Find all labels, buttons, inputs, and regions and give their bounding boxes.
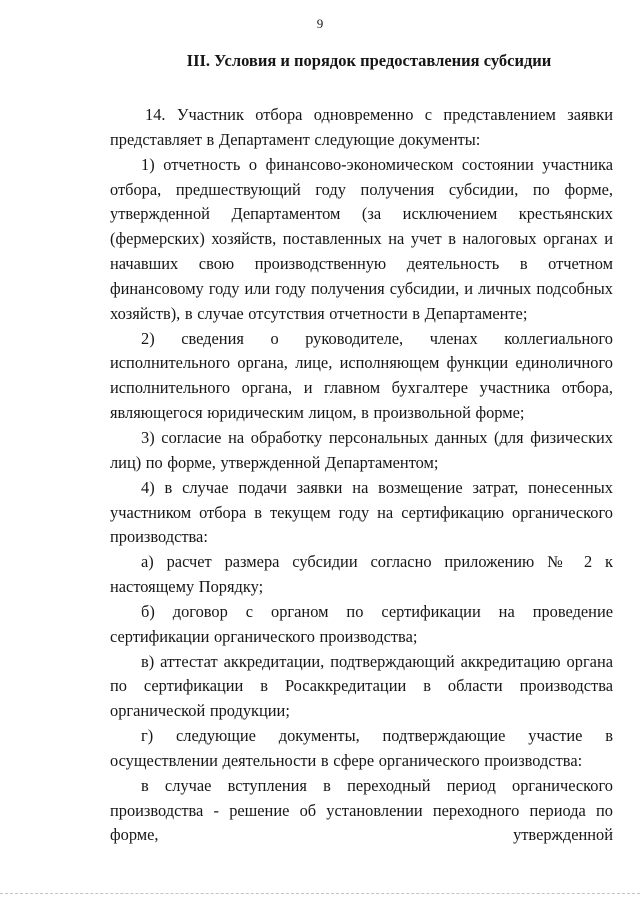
page-number: 9 [316,16,324,31]
sub-item-g: г) следующие документы, подтверждающие участие в осуществлении деятельности в сфере органического производства: [110,726,613,770]
section-title: III. Условия и порядок предоставления субсидии [186,51,552,70]
list-item-3: 3) согласие на обработку персональных данных (для физических лиц) по форме, утвержденной Департаментом; [110,427,613,472]
paragraph-14: 14. Участник отбора одновременно с представлением заявки представляет в Департамент следующие документы: [110,105,613,149]
transition-period-paragraph: в случае вступления в переходный период органического производства - решение об установлении переходного периода по форме, утвержденной [110,775,613,845]
list-item-2: 2) сведения о руководителе, членах коллегиального исполнительного органа, лице, исполняющем функции единоличного исполнительного органа, и главном бухгалтере участника отбора, являющегося юридическим лицом, в произвольной форме; [110,328,613,423]
scan-edge-line [0,893,640,894]
sub-item-a: а) расчет размера субсидии согласно приложению № 2 к настоящему Порядку; [110,552,613,597]
document-body [110,103,613,848]
list-item-1: 1) отчетность о финансово-экономическом состоянии участника отбора, предшествующий году получения субсидии, по форме, утвержденной Департаментом (за исключением крестьянских (фермерских) хозяйств, поставленных на учет в налоговых органах и начавших свою производственную деятельность в отчетном финансовому году или году получения субсидии, и личных подсобных хозяйств), в случае отсутствия отчетности в Департаменте; [110,154,613,323]
sub-item-v: в) аттестат аккредитации, подтверждающий аккредитацию органа по сертификации в Росаккредитации в области производства органической продукции; [110,651,613,721]
list-item-4: 4) в случае подачи заявки на возмещение затрат, понесенных участником отбора в текущем году на сертификацию органического производства: [110,477,613,547]
sub-item-b: б) договор с органом по сертификации на проведение сертификации органического производства; [110,601,613,646]
